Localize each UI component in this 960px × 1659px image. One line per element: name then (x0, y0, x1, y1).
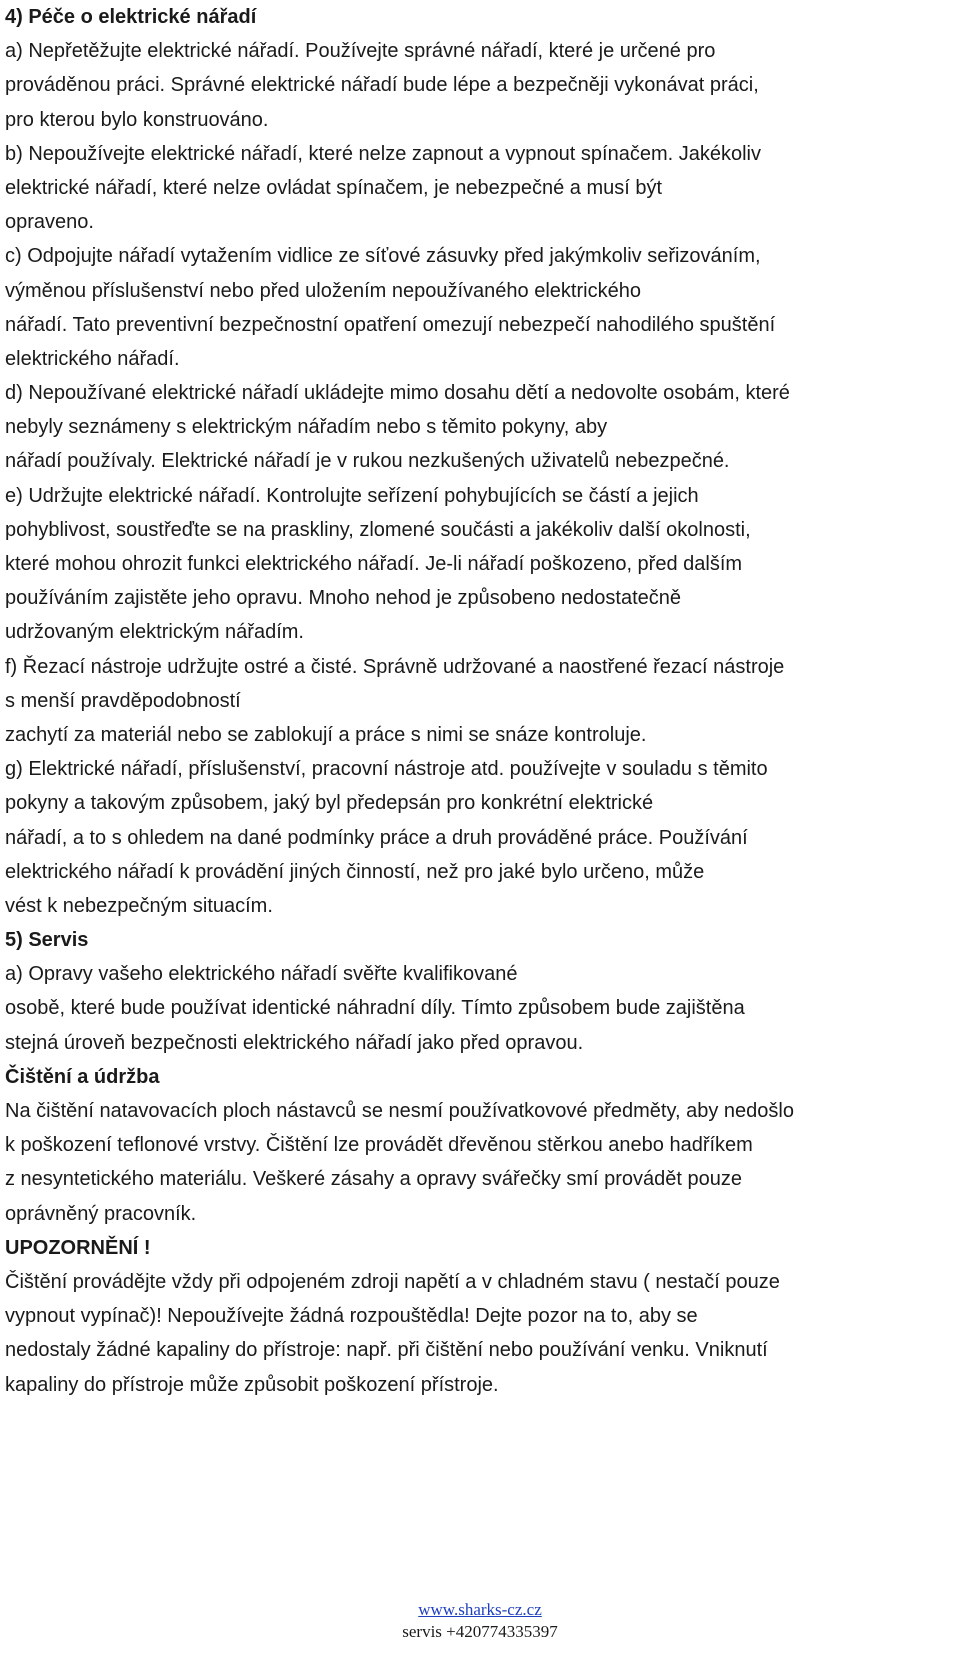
text-line: g) Elektrické nářadí, příslušenství, pracovní nástroje atd. používejte v souladu s těmito (5, 758, 768, 781)
text-line: a) Opravy vašeho elektrického nářadí svěřte kvalifikované (5, 963, 518, 986)
text-line: a) Nepřetěžujte elektrické nářadí. Používejte správné nářadí, které je určené pro (5, 40, 716, 63)
text-line: Čištění provádějte vždy při odpojeném zdroji napětí a v chladném stavu ( nestačí pouze (5, 1270, 780, 1293)
text-line: elektrického nářadí. (5, 347, 180, 370)
text-line: osobě, které bude používat identické náhradní díly. Tímto způsobem bude zajištěna (5, 997, 745, 1020)
text-line: elektrické nářadí, které nelze ovládat spínačem, je nebezpečné a musí být (5, 176, 663, 199)
text-line: nářadí, a to s ohledem na dané podmínky práce a druh prováděné práce. Používání (5, 826, 748, 849)
text-line: b) Nepoužívejte elektrické nářadí, které nelze zapnout a vypnout spínačem. Jakékoliv (5, 142, 761, 165)
text-line: nářadí používaly. Elektrické nářadí je v rukou nezkušených uživatelů nebezpečné. (5, 450, 730, 473)
section-heading: 5) Servis (5, 929, 89, 952)
text-line: f) Řezací nástroje udržujte ostré a čisté. Správně udržované a naostřené řezací nástroje (5, 655, 785, 678)
text-line: s menší pravděpodobností (5, 689, 241, 712)
text-line: vypnout vypínač)! Nepoužívejte žádná rozpouštědla! Dejte pozor na to, aby se (5, 1305, 698, 1328)
text-line: Na čištění natavovacích ploch nástavců se nesmí používatkovové předměty, aby nedošlo (5, 1100, 794, 1122)
section-heading: UPOZORNĚNÍ ! (5, 1236, 151, 1259)
text-line: stejná úroveň bezpečnosti elektrického nářadí jako před opravou. (5, 1031, 584, 1054)
text-line: nářadí. Tato preventivní bezpečnostní opatření omezují nebezpečí nahodilého spuštění (5, 313, 776, 336)
text-line: d) Nepoužívané elektrické nářadí ukládejte mimo dosahu dětí a nedovolte osobám, které (5, 382, 790, 405)
text-line: které mohou ohrozit funkci elektrického nářadí. Je-li nářadí poškozeno, před dalším (5, 553, 743, 575)
text-line: k poškození teflonové vrstvy. Čištění lze provádět dřevěnou stěrkou anebo hadříkem (5, 1134, 753, 1157)
text-line: kapaliny do přístroje může způsobit poškození přístroje. (5, 1373, 499, 1396)
text-line: opraveno. (5, 211, 94, 234)
text-line: výměnou příslušenství nebo před uložením nepoužívaného elektrického (5, 279, 641, 302)
text-line: používáním zajistěte jeho opravu. Mnoho nehod je způsobeno nedostatečně (5, 587, 682, 610)
text-line: pohyblivost, soustřeďte se na praskliny, zlomené součásti a jakékoliv další okolnosti, (5, 518, 751, 541)
text-line: prováděnou práci. Správné elektrické nářadí bude lépe a bezpečněji vykonávat práci, (5, 74, 759, 97)
text-line: pro kterou bylo konstruováno. (5, 108, 269, 131)
text-line: udržovaným elektrickým nářadím. (5, 621, 304, 644)
text-line: e) Udržujte elektrické nářadí. Kontrolujte seřízení pohybujících se částí a jejich (5, 484, 699, 507)
text-line: elektrického nářadí k provádění jiných činností, než pro jaké bylo určeno, může (5, 860, 705, 883)
text-line: z nesyntetického materiálu. Veškeré zásahy a opravy svářečky smí provádět pouze (5, 1168, 743, 1191)
document-body (5, 0, 955, 1402)
text-line: oprávněný pracovník. (5, 1202, 197, 1225)
section-heading: Čištění a údržba (5, 1065, 160, 1088)
text-line: c) Odpojujte nářadí vytažením vidlice ze síťové zásuvky před jakýmkoliv seřizováním, (5, 245, 761, 268)
text-line: nedostaly žádné kapaliny do přístroje: např. při čištění nebo používání venku. Vniknutí (5, 1339, 768, 1362)
text-line: zachytí za materiál nebo se zablokují a práce s nimi se snáze kontroluje. (5, 723, 647, 746)
service-phone: servis +420774335397 (402, 1622, 558, 1641)
text-line: vést k nebezpečným situacím. (5, 894, 273, 917)
website-link[interactable]: www.sharks-cz.cz (418, 1600, 542, 1619)
section-heading: 4) Péče o elektrické nářadí (5, 6, 257, 28)
text-line: nebyly seznámeny s elektrickým nářadím nebo s těmito pokyny, aby (5, 416, 608, 439)
text-line: pokyny a takovým způsobem, jaký byl předepsán pro konkrétní elektrické (5, 792, 654, 815)
page-footer (0, 1599, 960, 1643)
